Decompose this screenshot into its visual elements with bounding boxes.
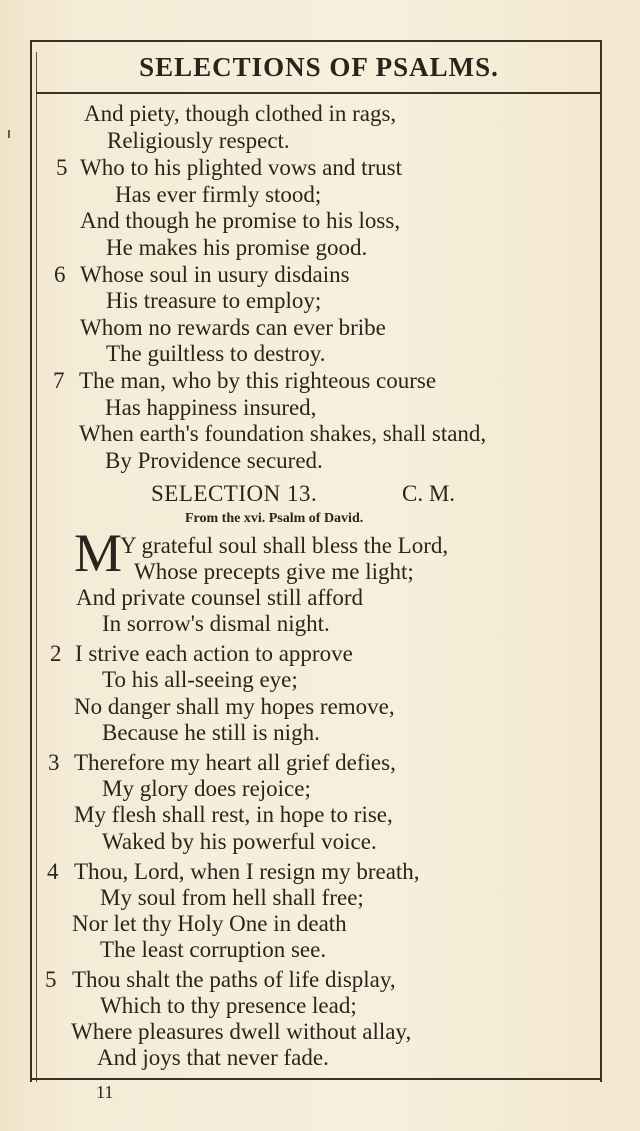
page-title: SELECTIONS OF PSALMS.: [139, 52, 499, 82]
verse-line: And joys that never fade.: [97, 1045, 329, 1070]
verse-line: By Providence secured.: [105, 448, 323, 473]
verse-line: No danger shall my hopes remove,: [74, 694, 395, 719]
verse-line: My soul from hell shall free;: [100, 885, 364, 910]
verse-number: 3: [48, 750, 60, 775]
margin-mark: [8, 130, 10, 138]
verse-line: In sorrow's dismal night.: [102, 611, 330, 636]
selection-title: SELECTION 13.: [151, 481, 318, 506]
verse-line: To his all-seeing eye;: [102, 667, 298, 692]
verse-line: My flesh shall rest, in hope to rise,: [74, 802, 393, 827]
verse-number: 4: [47, 859, 59, 884]
verse-line: Whose soul in usury disdains: [80, 262, 350, 287]
verse-line: His treasure to employ;: [106, 288, 322, 313]
verse-line: Who to his plighted vows and trust: [80, 155, 402, 180]
frame-right-rule: [600, 40, 602, 1082]
selection-meter: C. M.: [402, 481, 456, 506]
verse-number: 5: [45, 967, 57, 992]
verse-line: Y grateful soul shall bless the Lord,: [120, 533, 449, 558]
verse-line: My glory does rejoice;: [102, 776, 311, 801]
verse-line: When earth's foundation shakes, shall stand,: [79, 421, 487, 446]
verse-line: Waked by his powerful voice.: [102, 829, 377, 854]
verse-line: Where pleasures dwell without allay,: [71, 1019, 412, 1044]
verse-line: And private counsel still afford: [76, 585, 364, 610]
bottom-rule: [30, 1078, 602, 1080]
verse-line: Religiously respect.: [107, 128, 290, 153]
drop-cap: M: [74, 523, 123, 583]
page-number: 11: [96, 1082, 114, 1102]
verse-line: Has happiness insured,: [105, 395, 317, 420]
verse-line: The guiltless to destroy.: [106, 341, 326, 366]
header-rule: [36, 92, 602, 94]
verse-line: Nor let thy Holy One in death: [72, 911, 347, 936]
verse-number: 5: [56, 155, 68, 180]
verse-line: Has ever firmly stood;: [115, 182, 322, 207]
verse-line: The man, who by this righteous course: [79, 368, 437, 393]
verse-line: And piety, though clothed in rags,: [84, 101, 397, 126]
verse-line: Because he still is nigh.: [102, 720, 320, 745]
verse-line: Thou, Lord, when I resign my breath,: [74, 859, 420, 884]
frame-top-rule: [30, 40, 602, 42]
verse-line: The least corruption see.: [100, 937, 327, 962]
verse-number: 6: [54, 262, 66, 287]
verse-number: 2: [50, 641, 62, 666]
verse-line: Thou shalt the paths of life display,: [72, 967, 396, 992]
verse-line: He makes his promise good.: [106, 235, 368, 260]
verse-number: 7: [53, 368, 65, 393]
frame-left-rule: [30, 40, 32, 1082]
verse-line: And though he promise to his loss,: [80, 208, 401, 233]
frame-inner-left-rule: [36, 52, 37, 1082]
verse-line: Therefore my heart all grief defies,: [74, 750, 396, 775]
verse-line: Which to thy presence lead;: [100, 993, 357, 1018]
verse-line: I strive each action to approve: [75, 641, 353, 666]
verse-line: Whose precepts give me light;: [134, 559, 414, 584]
selection-source: From the xvi. Psalm of David.: [185, 511, 364, 526]
verse-line: Whom no rewards can ever bribe: [80, 315, 386, 340]
